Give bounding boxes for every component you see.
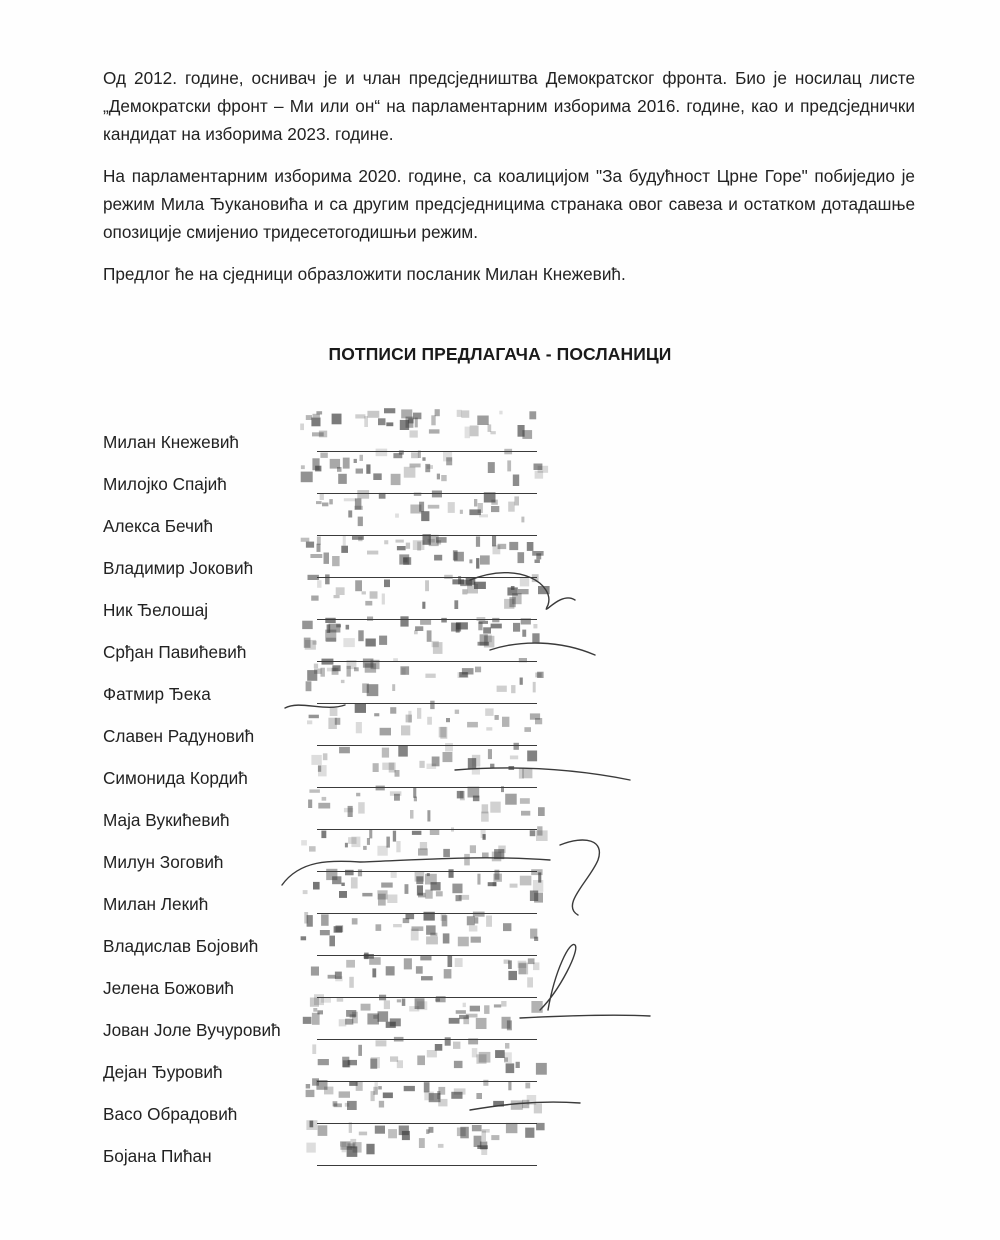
signature-pixel	[435, 409, 440, 416]
signer-name: Маја Вукићевић	[103, 810, 230, 830]
signer-row	[103, 468, 623, 510]
signer-name: Дејан Ђуровић	[103, 1062, 223, 1082]
signature-pixel	[378, 418, 386, 425]
signer-name: Владислав Бојовић	[103, 936, 259, 956]
signature-pixel	[306, 415, 312, 420]
signature-pixel	[499, 411, 502, 415]
signer-row	[103, 552, 623, 594]
signature-pixel	[311, 418, 320, 427]
signature-pixel	[316, 411, 322, 414]
signer-name: Ник Ђелошај	[103, 600, 209, 620]
signature-line	[317, 703, 537, 704]
signer-name: Симонида Кордић	[103, 768, 248, 788]
signature-pixel	[413, 413, 421, 420]
signature-line	[317, 1123, 537, 1124]
signature-line	[317, 1039, 537, 1040]
signer-name: Алекса Бечић	[103, 516, 214, 536]
signature-line	[317, 871, 537, 872]
signature-line	[317, 913, 537, 914]
signer-name: Срђан Павићевић	[103, 642, 247, 662]
signature-pixel	[461, 410, 469, 417]
signer-row	[103, 1140, 623, 1182]
signature-pixel	[332, 414, 342, 425]
signer-name: Милан Кнежевић	[103, 432, 239, 452]
signature-line	[317, 955, 537, 956]
signer-name: Фатмир Ђека	[103, 684, 211, 704]
paragraph-presenter: Предлог ће на сједници образложити посланик Милан Кнежевић.	[103, 264, 626, 284]
signature-pixel	[457, 410, 462, 417]
signature-pixel	[431, 415, 435, 425]
signers-list	[103, 426, 623, 1182]
signer-row	[103, 1098, 623, 1140]
signature-line	[317, 787, 537, 788]
signer-row	[103, 930, 623, 972]
signature-pixel	[367, 411, 379, 418]
signature-line	[317, 745, 537, 746]
signer-row	[103, 1056, 623, 1098]
paragraph-biography: Од 2012. године, оснивач је и члан предсједништва Демократског фронта. Био је носилац листе „Демократски фронт – Ми или он“ на парламентарним изборима 2016. године, као и предсједнички кандидат на изборима 2023. године.	[103, 68, 915, 144]
signature-pixel	[355, 414, 365, 418]
signer-row	[103, 846, 623, 888]
signature-line	[317, 661, 537, 662]
signature-pixel	[408, 418, 413, 423]
signer-row	[103, 594, 623, 636]
signer-name: Владимир Јоковић	[103, 558, 254, 578]
signature-line	[317, 997, 537, 998]
signer-name: Славен Радуновић	[103, 726, 255, 746]
signer-row	[103, 510, 623, 552]
signatures-heading: ПОТПИСИ ПРЕДЛАГАЧА - ПОСЛАНИЦИ	[328, 344, 672, 364]
signer-row	[103, 678, 623, 720]
signature-line	[317, 577, 537, 578]
signer-name: Јелена Божовић	[103, 978, 234, 998]
signature-line	[317, 619, 537, 620]
signer-name: Милојко Спајић	[103, 474, 227, 494]
signature-line	[317, 535, 537, 536]
signature-pixel	[313, 414, 320, 418]
signature-pixel	[477, 416, 488, 426]
signature-pixel	[401, 409, 412, 418]
signature-pixel	[529, 411, 536, 419]
signer-row	[103, 426, 623, 468]
paragraph-elections-2020: На парламентарним изборима 2020. године, са коалицијом "За будућност Црне Горе" побиједио је режим Мила Ђукановића и са другим предсједницима странака овог савеза и остатком дотадашње опозиције смијенио тридесетогодишњи режим.	[103, 166, 915, 242]
signer-row	[103, 636, 623, 678]
signature-line	[317, 1165, 537, 1166]
signer-row	[103, 762, 623, 804]
signer-name: Милан Лекић	[103, 894, 209, 914]
signature-line	[317, 451, 537, 452]
signature-pixel	[384, 408, 395, 413]
signature-line	[317, 829, 537, 830]
signer-row	[103, 1014, 623, 1056]
signature-line	[317, 493, 537, 494]
signer-row	[103, 888, 623, 930]
signer-name: Јован Јоле Вучуровић	[103, 1020, 281, 1040]
body-text	[103, 64, 915, 302]
signer-name: Милун Зоговић	[103, 852, 224, 872]
signer-name: Васо Обрадовић	[103, 1104, 238, 1124]
signer-row	[103, 720, 623, 762]
signer-row	[103, 972, 623, 1014]
signer-row	[103, 804, 623, 846]
signer-name: Бојана Пићан	[103, 1146, 212, 1166]
signature-line	[317, 1081, 537, 1082]
